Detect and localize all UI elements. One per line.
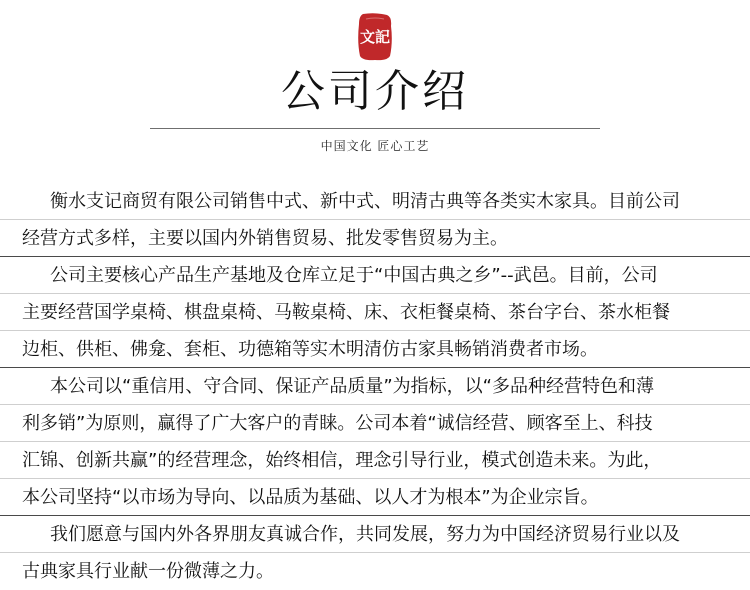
page-title: 公司介绍 [281, 66, 469, 117]
company-introduction-body [0, 183, 750, 590]
text-line: 汇锦、创新共赢”的经营理念，始终相信，理念引导行业，模式创造未来。为此， [0, 442, 750, 479]
page-subtitle: 中国文化 匠心工艺 [320, 139, 430, 153]
seal-stamp-icon [357, 12, 393, 62]
text-line: 我们愿意与国内外各界朋友真诚合作，共同发展，努力为中国经济贸易行业以及 [0, 516, 750, 553]
text-line: 古典家具行业献一份微薄之力。 [22, 561, 274, 582]
text-line: 本公司以“重信用、守合同、保证产品质量”为指标，以“多品种经营特色和薄 [0, 368, 750, 405]
page-header [0, 0, 750, 170]
text-line: 主要经营国学桌椅、棋盘桌椅、马鞍桌椅、床、衣柜餐桌椅、茶台字台、茶水柜餐 [0, 294, 750, 331]
seal-text: 文記 [359, 27, 390, 46]
text-line: 本公司坚持“以市场为导向、以品质为基础、以人才为根本”为企业宗旨。 [0, 479, 750, 516]
title-divider [150, 128, 600, 129]
text-line: 边柜、供柜、佛龛、套柜、功德箱等实木明清仿古家具畅销消费者市场。 [0, 331, 750, 368]
text-line: 衡水支记商贸有限公司销售中式、新中式、明清古典等各类实木家具。目前公司 [0, 183, 750, 220]
text-line: 公司主要核心产品生产基地及仓库立足于“中国古典之乡”--武邑。目前，公司 [0, 257, 750, 294]
text-line: 利多销”为原则，赢得了广大客户的青睐。公司本着“诚信经营、顾客至上、科技 [0, 405, 750, 442]
text-line: 经营方式多样，主要以国内外销售贸易、批发零售贸易为主。 [0, 220, 750, 257]
